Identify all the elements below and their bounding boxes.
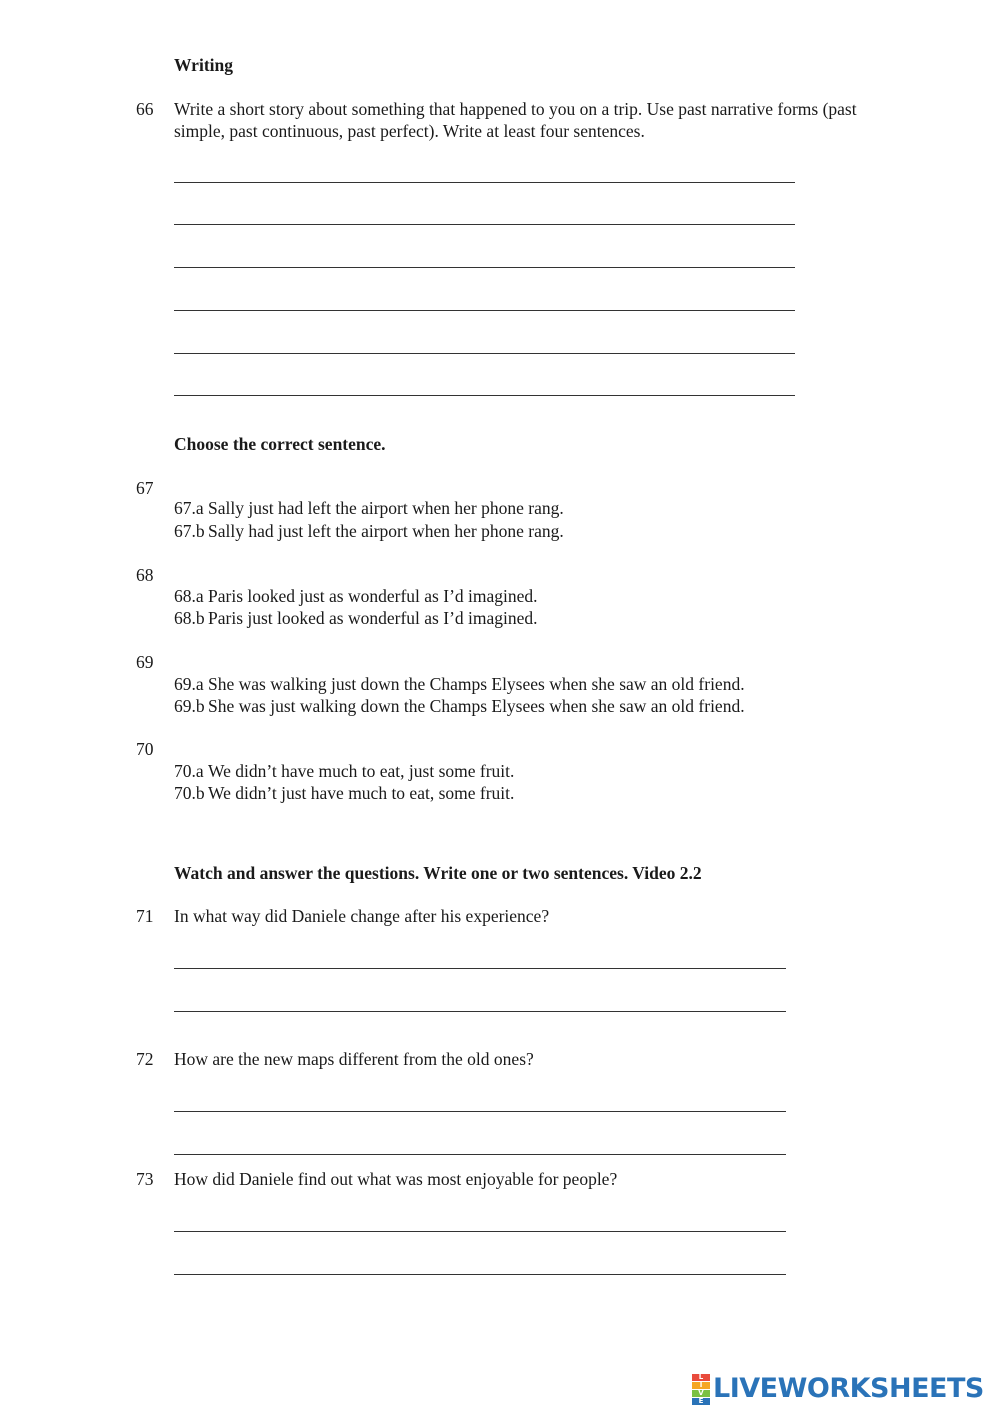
option-text: She was just walking down the Champs Elysees when she saw an old friend. (208, 696, 745, 716)
question-number-69: 69 (136, 652, 154, 672)
option-label: 69.a (174, 674, 204, 694)
option-label: 67.b (174, 521, 205, 541)
answer-line-66-1[interactable] (174, 182, 795, 183)
question-number-71: 71 (136, 906, 154, 926)
option-68b[interactable] (174, 608, 538, 630)
option-67b[interactable] (174, 521, 564, 543)
question-number-67: 67 (136, 478, 154, 498)
option-70a[interactable] (174, 761, 514, 783)
option-69b[interactable] (174, 696, 745, 718)
option-label: 67.a (174, 498, 204, 518)
option-label: 69.b (174, 696, 205, 716)
option-label: 70.b (174, 783, 205, 803)
question-number-70: 70 (136, 739, 154, 759)
question-text-72: How are the new maps different from the old ones? (174, 1049, 534, 1069)
logo-mark-letter: I (692, 1382, 710, 1389)
logo-mark-letter: L (692, 1374, 710, 1381)
option-label: 68.b (174, 608, 205, 628)
answer-line-73-2[interactable] (174, 1274, 786, 1275)
option-label: 68.a (174, 586, 204, 606)
answer-line-66-3[interactable] (174, 267, 795, 268)
question-number-72: 72 (136, 1049, 154, 1069)
option-67a[interactable] (174, 498, 564, 520)
question-text-66: Write a short story about something that happened to you on a trip. Use past narrative forms (past simple, past continuous, past perfect). Write at least four sentences. (174, 99, 857, 141)
option-text: We didn’t have much to eat, just some fruit. (208, 761, 515, 781)
section-heading-writing: Writing (174, 55, 233, 75)
answer-line-71-2[interactable] (174, 1011, 786, 1012)
answer-line-66-5[interactable] (174, 353, 795, 354)
section-heading-choose: Choose the correct sentence. (174, 434, 386, 454)
question-text-73: How did Daniele find out what was most enjoyable for people? (174, 1169, 618, 1189)
question-number-68: 68 (136, 565, 154, 585)
option-text: Paris looked just as wonderful as I’d imagined. (208, 586, 538, 606)
option-70b[interactable] (174, 783, 514, 805)
option-label: 70.a (174, 761, 204, 781)
option-text: Sally just had left the airport when her phone rang. (208, 498, 564, 518)
question-number-66: 66 (136, 99, 154, 119)
option-text: Paris just looked as wonderful as I’d imagined. (208, 608, 538, 628)
logo-mark-letter: E (692, 1398, 710, 1405)
answer-line-66-2[interactable] (174, 224, 795, 225)
answer-line-72-1[interactable] (174, 1111, 786, 1112)
answer-line-66-6[interactable] (174, 395, 795, 396)
logo-mark-icon (692, 1374, 710, 1404)
option-69a[interactable] (174, 674, 745, 696)
logo-text: LIVEWORKSHEETS (713, 1373, 984, 1405)
logo-mark-letter: V (692, 1390, 710, 1397)
question-text-71: In what way did Daniele change after his experience? (174, 906, 550, 926)
option-68a[interactable] (174, 586, 538, 608)
option-text: We didn’t just have much to eat, some fruit. (208, 783, 515, 803)
option-text: She was walking just down the Champs Elysees when she saw an old friend. (208, 674, 745, 694)
answer-line-73-1[interactable] (174, 1231, 786, 1232)
answer-line-66-4[interactable] (174, 310, 795, 311)
section-heading-video: Watch and answer the questions. Write one or two sentences. Video 2.2 (174, 863, 702, 883)
answer-line-72-2[interactable] (174, 1154, 786, 1155)
option-text: Sally had just left the airport when her phone rang. (208, 521, 564, 541)
answer-line-71-1[interactable] (174, 968, 786, 969)
question-number-73: 73 (136, 1169, 154, 1189)
liveworksheets-logo (692, 1372, 984, 1406)
